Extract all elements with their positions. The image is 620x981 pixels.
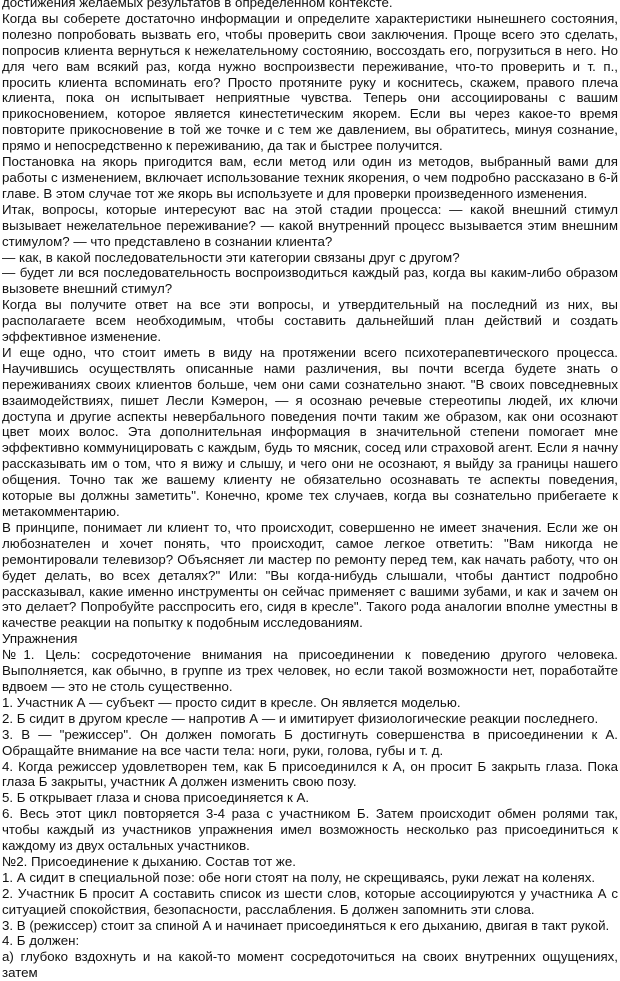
paragraph-9: В принципе, понимает ли клиент то, что происходит, совершенно не имеет значения. Если же он любознателен и хочет понять, что происходит, самое легкое ответить: "Вам никогда не ремонтировали телевизор? Объясняет ли мастер по ремонту перед тем, как начать работу, что он будет делать, во всех деталях?" Или: "Вы когда-нибудь слышали, чтобы дантист подробно рассказывал, какие именно инструменты он сейчас применяет с вашими зубами, и как и зачем он это делает? Попробуйте расспросить его, сидя в кресле". Такого рода аналогии вполне уместны в качестве реакции на попытку к подобным исследованиям. <box>2 519 618 631</box>
exercise-1-step-3: 3. В — "режиссер". Он должен помогать Б достигнуть совершенства в присоединении к А. Обращайте внимание на все части тела: ноги, руки, голова, губы и т. д. <box>2 726 618 758</box>
exercise-2-step-4: 4. Б должен: <box>2 933 80 949</box>
exercise-1-intro: №1. Цель: сосредоточение внимания на присоединении к поведению другого человека. Выполняется, как обычно, в группе из трех человек, но если такой возможности нет, поработайте вдвоем — это не столь существенно. <box>2 647 618 694</box>
paragraph-1: достижения желаемых результатов в определенном контексте. <box>2 0 393 10</box>
exercise-2-intro: №2. Присоединение к дыханию. Состав тот же. <box>2 853 296 869</box>
paragraph-6: — будет ли вся последовательность воспроизводиться каждый раз, когда вы каким-либо образом вызовете внешний стимул? <box>2 265 618 297</box>
exercise-2-step-1: 1. А сидит в специальной позе: обе ноги стоят на полу, не скрещиваясь, руки лежат на коленях. <box>2 869 596 885</box>
paragraph-3: Постановка на якорь пригодится вам, если метод или один из методов, выбранный вами для работы с изменением, включает использование техник якорения, о чем подробно рассказано в 6-й главе. В этом случае тот же якорь вы используете и для проверки произведенного изменения. <box>2 154 618 201</box>
exercise-1-step-2: 2. Б сидит в другом кресле — напротив А — и имитирует физиологические реакции последнего. <box>2 710 599 726</box>
exercise-2-step-2: 2. Участник Б просит А составить список из шести слов, которые ассоциируются у участника А с ситуацией спокойствия, безопасности, расслабления. Б должен запомнить эти слова. <box>2 885 618 917</box>
exercise-1-step-5: 5. Б открывает глаза и снова присоединяется к А. <box>2 790 310 806</box>
paragraph-4: Итак, вопросы, которые интересуют вас на этой стадии процесса: — какой внешний стимул вызывает нежелательное переживание? — какой внутренний процесс вызывается этим внешним стимулом? — что представлено в сознании клиента? <box>2 201 618 249</box>
exercise-2-step-3: 3. В (режиссер) стоит за спиной А и начинает присоединяться к его дыханию, двигая в такт рукой. <box>2 917 610 933</box>
paragraph-7: Когда вы получите ответ на все эти вопросы, и утвердительный на последний из них, вы располагаете всем необходимым, чтобы составить дальнейший план действий и создать эффективное изменение. <box>2 297 618 345</box>
paragraph-5: — как, в какой последовательности эти категории связаны друг с другом? <box>2 249 460 265</box>
exercise-1-step-4: 4. Когда режиссер удовлетворен тем, как Б присоединился к А, он просит Б закрыть глаза. Пока глаза Б закрыты, участник А должен изменить свою позу. <box>2 758 618 790</box>
exercises-heading: Упражнения <box>2 631 78 647</box>
paragraph-8: И еще одно, что стоит иметь в виду на протяжении всего психотерапевтического процесса. Научившись осуществлять описанные нами различения, вы почти всегда будете знать о переживаниях своих клиентов больше, чем они сами сознательно знают. "В своих повседневных взаимодействиях, пишет Лесли Кэмерон, — я осознаю речевые стереотипы людей, их ключи доступа и другие аспекты невербального поведения почти таким же образом, как они осознают цвет моих волос. Эта дополнительная информация в значительной степени помогает мне эффективно коммуницировать с каждым, будь то мясник, сосед или страховой агент. Если я начну рассказывать им о том, что я вижу и слышу, и чего они не осознают, я выйду за границы нашего общения. Точно так же вашему клиенту не обязательно осознавать те аспекты поведения, которые вы должны заметить". Конечно, кроме тех случаев, когда вы сознательно прибегаете к метакомментарию. <box>2 344 618 519</box>
paragraph-2: Когда вы соберете достаточно информации и определите характеристики нынешнего состояния, полезно попробовать вызвать его, чтобы проверить свои заключения. Проще всего это сделать, попросив клиента вернуться к нежелательному состоянию, воссоздать его, погрузиться в него. Но для чего вам всякий раз, когда нужно воспроизвести переживание, что-то проверить и т. п., просить клиента вспоминать его? Просто протяните руку и коснитесь, скажем, правого плеча клиента, пока он испытывает неприятные чувства. Теперь они ассоциированы с вашим прикосновением, которое является кинестетическим якорем. Если вы через какое-то время повторите прикосновение в той же точке и с тем же давлением, вы обратитесь, минуя сознание, прямо и непосредственно к переживанию, да так и быстрее получится. <box>2 10 618 154</box>
document-page <box>2 0 618 981</box>
exercise-2-step-4a: а) глубоко вздохнуть и на какой-то момент сосредоточиться на своих внутренних ощущениях, затем <box>2 949 618 981</box>
exercise-1-step-6: 6. Весь этот цикл повторяется 3-4 раза с участником Б. Затем происходит обмен ролями так, чтобы каждый из участников упражнения имел возможность несколько раз присоединиться к каждому из двух остальных участников. <box>2 806 618 854</box>
exercise-1-step-1: 1. Участник А — субъект — просто сидит в кресле. Он является моделью. <box>2 694 461 710</box>
